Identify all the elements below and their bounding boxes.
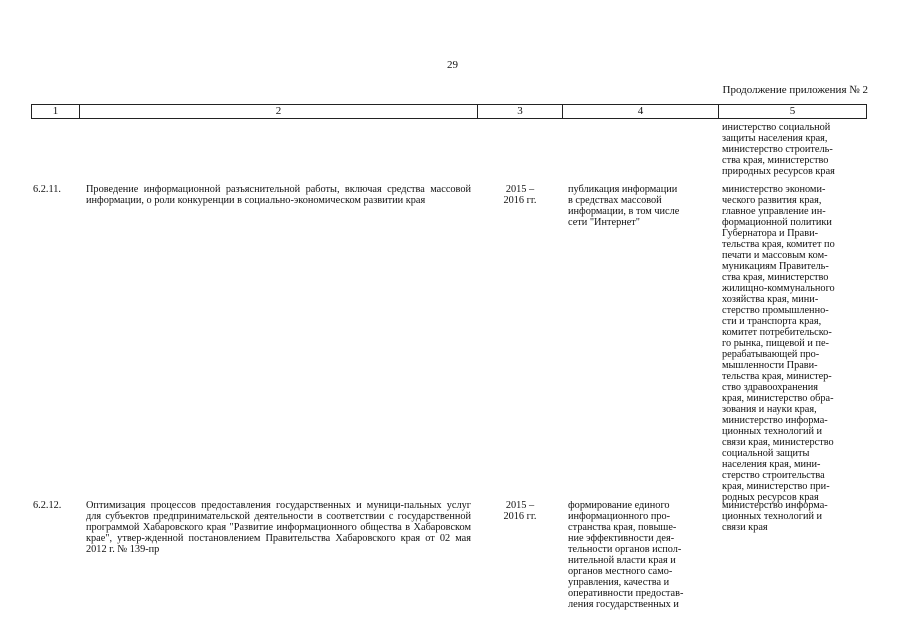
column-number-2: 2 xyxy=(79,105,477,118)
row-6-2-12-responsible: министерство информа- ционных технологий и связи края xyxy=(722,500,828,533)
row-6-2-11-result: публикация информации в средствах массовой информации, в том числе сети "Интернет" xyxy=(568,184,680,228)
row-6-2-11-description: Проведение информационной разъяснительной работы, включая средства массовой информации, о роли конкуренции в социально-экономическом развитии края xyxy=(86,184,471,206)
carry-over-responsible: инистерство социальной защиты населения края, министерство строитель- ства края, министерство природных ресурсов края xyxy=(722,122,835,177)
row-6-2-12-result: формирование единого информационного про- странства края, повыше- ние эффективности дея- тельности органов испол- нительной власти края и органов местного само- управления, качества и оперативности предостав- ления государственных и xyxy=(568,500,684,610)
page-number: 29 xyxy=(447,59,458,71)
table-header-row xyxy=(31,104,867,119)
continuation-caption: Продолжение приложения № 2 xyxy=(722,84,868,96)
row-6-2-11-period: 2015 – 2016 гг. xyxy=(503,184,537,206)
row-6-2-12-number: 6.2.12. xyxy=(33,500,62,511)
column-number-1: 1 xyxy=(52,105,59,117)
column-number-5: 5 xyxy=(718,105,866,118)
column-number-4: 4 xyxy=(562,105,718,118)
column-number-3: 3 xyxy=(477,105,562,118)
row-6-2-11-number: 6.2.11. xyxy=(33,184,61,195)
row-6-2-12-period: 2015 – 2016 гг. xyxy=(503,500,537,522)
row-6-2-11-responsible: министерство экономи- ческого развития края, главное управление ин- формационной политики Губернатора и Прави- тельства края, комитет по печати и массовым ком- муникациям Правитель- ства края, министерство жилищно-коммунального хозяйства края, мини- стерство промышленно- сти и транспорта края, комитет потребительско- го рынка, пищевой и пе- рерабатывающей про- мышленности Прави- тельства края, министер- ство здравоохранения края, министерство обра- зования и науки края, министерство информа- ционных технологий и связи края, министерство социальной защиты населения края, мини- стерство строительства края, министерство при- родных ресурсов края xyxy=(722,184,835,503)
row-6-2-12-description: Оптимизация процессов предоставления государственных и муници-пальных услуг для субъектов предпринимательской деятельности в соответствии с государственной программой Хабаровского края "Развитие информационного общества в Хабаровском крае", утвер-жденной постановлением Правительства Хабаровского края от 02 мая 2012 г. № 139-пр xyxy=(86,500,471,555)
